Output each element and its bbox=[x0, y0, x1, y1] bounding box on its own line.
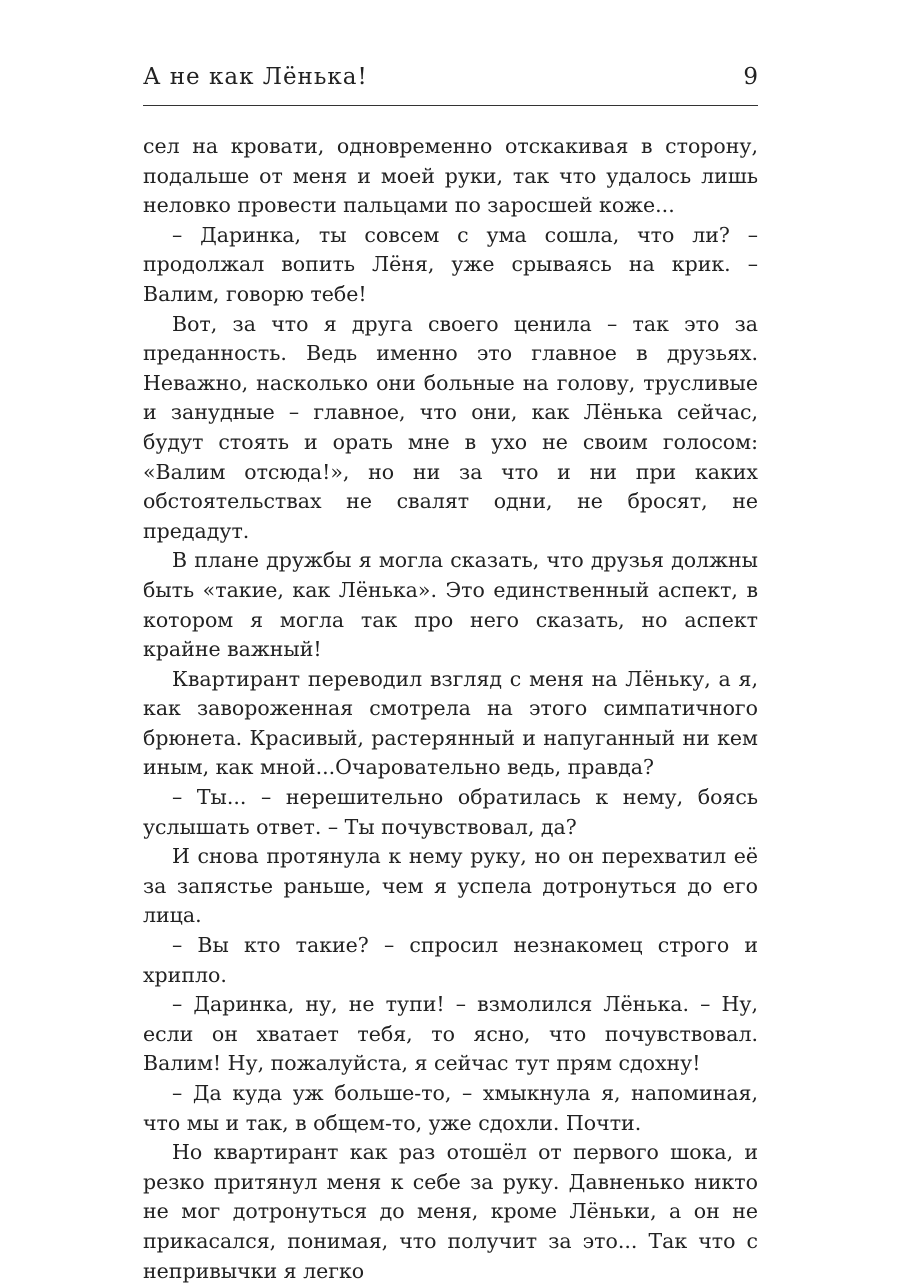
body-text bbox=[143, 132, 758, 1286]
header-rule bbox=[143, 105, 758, 106]
paragraph-6: – Ты... – нерешительно обратилась к нему, боясь услышать ответ. – Ты почувствовал, да? bbox=[143, 785, 758, 839]
paragraph-10: – Да куда уж больше-то, – хмыкнула я, напоминая, что мы и так, в общем-то, уже сдохли. Почти. bbox=[143, 1081, 758, 1135]
running-title: А не как Лёнька! bbox=[143, 64, 368, 90]
paragraph-11: Но квартирант как раз отошёл от первого шока, и резко притянул меня к себе за руку. Давненько никто не мог дотронуться до меня, кроме Лёньки, а он не прикасался, понимая, что получит за это... Так что с непривычки я легко bbox=[143, 1140, 758, 1283]
paragraph-9: – Даринка, ну, не тупи! – взмолился Лёнька. – Ну, если он хватает тебя, то ясно, что почувствовал. Валим! Ну, пожалуйста, я сейчас тут прям сдохну! bbox=[143, 992, 758, 1076]
paragraph-4: В плане дружбы я могла сказать, что друзья должны быть «такие, как Лёнька». Это единственный аспект, в котором я могла так про него сказать, но аспект крайне важный! bbox=[143, 548, 758, 662]
page-number: 9 bbox=[743, 64, 758, 90]
paragraph-3: Вот, за что я друга своего ценила – так это за преданность. Ведь именно это главное в друзьях. Неважно, насколько они больные на голову, трусливые и занудные – главное, что они, как Лёнька сейчас, будут стоять и орать мне в ухо не своим голосом: «Валим отсюда!», но ни за что и ни при каких обстоятельствах не свалят одни, не бросят, не предадут. bbox=[143, 311, 758, 543]
running-header bbox=[143, 58, 758, 98]
paragraph-8: – Вы кто такие? – спросил незнакомец строго и хрипло. bbox=[143, 933, 758, 987]
paragraph-1: сел на кровати, одновременно отскакивая в сторону, подальше от меня и моей руки, так что удалось лишь неловко провести пальцами по заросшей коже... bbox=[143, 134, 758, 218]
paragraph-7: И снова протянула к нему руку, но он перехватил её за запястье раньше, чем я успела дотронуться до его лица. bbox=[143, 844, 758, 928]
paragraph-5: Квартирант переводил взгляд с меня на Лёньку, а я, как завороженная смотрела на этого симпатичного брюнета. Красивый, растерянный и напуганный ни кем иным, как мной...Очаровательно ведь, правда? bbox=[143, 666, 758, 780]
paragraph-2: – Даринка, ты совсем с ума сошла, что ли? – продолжал вопить Лёня, уже срываясь на крик. – Валим, говорю тебе! bbox=[143, 222, 758, 306]
